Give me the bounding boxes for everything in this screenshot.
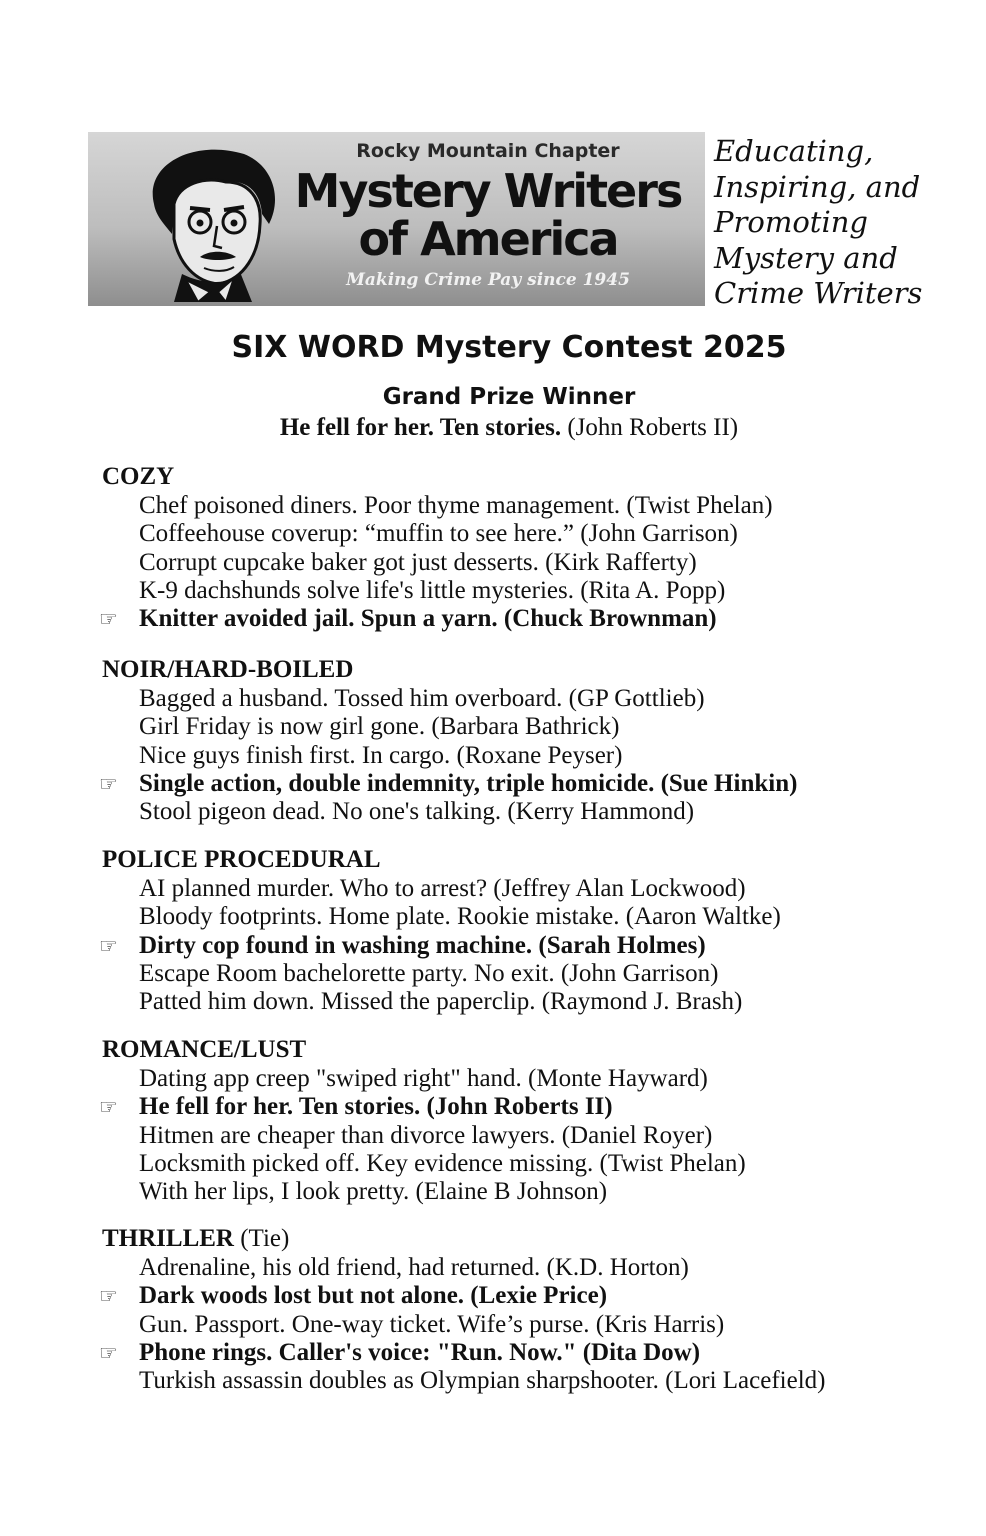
mission-line: Inspiring, and bbox=[714, 169, 921, 204]
grand-prize-text: He fell for her. Ten stories. bbox=[279, 414, 562, 441]
entry-text: Hitmen are cheaper than divorce lawyers. (Daniel Royer) bbox=[139, 1121, 713, 1149]
entry-text: Corrupt cupcake baker got just desserts. (Kirk Rafferty) bbox=[139, 548, 697, 576]
category-name: ROMANCE/LUST bbox=[102, 1036, 307, 1063]
category-name: COZY bbox=[102, 463, 175, 490]
pointing-hand-icon: ☞ bbox=[99, 933, 118, 958]
entry bbox=[102, 742, 962, 770]
entry-text: Gun. Passport. One-way ticket. Wife’s purse. (Kris Harris) bbox=[139, 1310, 725, 1338]
pointing-hand-icon: ☞ bbox=[99, 607, 118, 632]
entry bbox=[102, 1150, 962, 1178]
entry bbox=[102, 1367, 962, 1395]
entry bbox=[102, 875, 962, 903]
pointing-hand-icon: ☞ bbox=[99, 1095, 118, 1120]
category-name: NOIR/HARD-BOILED bbox=[102, 656, 354, 683]
entry-text: Single action, double indemnity, triple homicide. (Sue Hinkin) bbox=[139, 769, 798, 797]
category-name: POLICE PROCEDURAL bbox=[102, 846, 381, 873]
entry-text: Escape Room bachelorette party. No exit. (John Garrison) bbox=[139, 959, 719, 987]
entry-text: Dark woods lost but not alone. (Lexie Price) bbox=[139, 1282, 608, 1310]
winning-entry bbox=[99, 769, 962, 798]
winning-entry bbox=[99, 605, 962, 633]
grand-prize-label: Grand Prize Winner bbox=[382, 384, 636, 410]
entry bbox=[102, 1254, 962, 1282]
winning-entry bbox=[99, 931, 962, 960]
category-section bbox=[99, 1224, 962, 1395]
category-heading bbox=[102, 462, 962, 492]
entry-text: AI planned murder. Who to arrest? (Jeffrey Alan Lockwood) bbox=[139, 875, 746, 902]
category-section bbox=[99, 845, 962, 1016]
entry-text: Girl Friday is now girl gone. (Barbara Bathrick) bbox=[139, 713, 620, 741]
winning-entry bbox=[99, 1282, 962, 1310]
entry-text: Patted him down. Missed the paperclip. (Raymond J. Brash) bbox=[139, 988, 743, 1016]
entry-text: Turkish assassin doubles as Olympian sharpshooter. (Lori Lacefield) bbox=[139, 1367, 826, 1395]
entry-text: Knitter avoided jail. Spun a yarn. (Chuck Brownman) bbox=[139, 605, 717, 633]
entry-text: Chef poisoned diners. Poor thyme management. (Twist Phelan) bbox=[139, 492, 773, 519]
entry bbox=[102, 988, 962, 1016]
category-heading bbox=[102, 655, 962, 685]
entry bbox=[102, 960, 962, 988]
chapter-logo-banner bbox=[88, 132, 705, 306]
entry-text: He fell for her. Ten stories. (John Roberts II) bbox=[139, 1093, 613, 1121]
entry bbox=[102, 549, 962, 577]
entry bbox=[102, 1311, 962, 1339]
grand-prize-entry bbox=[0, 414, 986, 442]
pointing-hand-icon: ☞ bbox=[99, 1284, 118, 1309]
organization-name-line1: Mystery Writers bbox=[294, 164, 682, 218]
chapter-name: Rocky Mountain Chapter bbox=[356, 140, 620, 162]
author-portrait-illustration bbox=[134, 144, 284, 302]
entry-text: Phone rings. Caller's voice: "Run. Now." (Dita Dow) bbox=[139, 1338, 701, 1366]
pointing-hand-icon: ☞ bbox=[99, 1340, 118, 1365]
entry-text: Bloody footprints. Home plate. Rookie mistake. (Aaron Waltke) bbox=[139, 903, 781, 931]
mission-statement bbox=[714, 134, 984, 312]
pointing-hand-icon: ☞ bbox=[99, 771, 118, 796]
organization-tagline: Making Crime Pay since 1945 bbox=[346, 270, 630, 290]
entry bbox=[102, 1122, 962, 1150]
category-section bbox=[99, 1035, 962, 1206]
category-note: (Tie) bbox=[240, 1225, 290, 1252]
entry-text: K-9 dachshunds solve life's little mysteries. (Rita A. Popp) bbox=[139, 576, 726, 604]
winning-entry bbox=[99, 1338, 962, 1367]
entry bbox=[102, 577, 962, 605]
category-name: THRILLER bbox=[102, 1225, 234, 1252]
category-section bbox=[99, 462, 962, 633]
mission-line: Educating, bbox=[714, 134, 874, 168]
contest-title: SIX WORD Mystery Contest 2025 bbox=[231, 330, 787, 365]
mission-line: Promoting bbox=[714, 205, 868, 239]
entry bbox=[102, 1065, 962, 1093]
entry-text: Bagged a husband. Tossed him overboard. (GP Gottlieb) bbox=[139, 685, 705, 712]
mission-line: Crime Writers bbox=[714, 276, 923, 310]
entry bbox=[102, 520, 962, 548]
category-section bbox=[99, 655, 962, 826]
winning-entry bbox=[99, 1093, 962, 1121]
entry-text: With her lips, I look pretty. (Elaine B Johnson) bbox=[139, 1178, 608, 1206]
entry bbox=[102, 798, 962, 826]
grand-prize-author: (John Roberts II) bbox=[567, 414, 739, 441]
entry bbox=[102, 1178, 962, 1206]
entry bbox=[102, 685, 962, 713]
entry-text: Dirty cop found in washing machine. (Sarah Holmes) bbox=[139, 931, 706, 959]
organization-name-line2: of America bbox=[358, 212, 618, 266]
entry-text: Adrenaline, his old friend, had returned. (K.D. Horton) bbox=[139, 1254, 689, 1281]
entry-text: Nice guys finish first. In cargo. (Roxane Peyser) bbox=[139, 741, 623, 769]
category-heading bbox=[102, 1035, 962, 1065]
entry-text: Stool pigeon dead. No one's talking. (Kerry Hammond) bbox=[139, 798, 695, 826]
mission-line: Mystery and bbox=[714, 240, 898, 275]
entry bbox=[102, 903, 962, 931]
entry-text: Locksmith picked off. Key evidence missing. (Twist Phelan) bbox=[139, 1149, 746, 1177]
entry-text: Coffeehouse coverup: “muffin to see here.” (John Garrison) bbox=[139, 520, 738, 548]
entry bbox=[102, 713, 962, 741]
category-heading bbox=[102, 1224, 962, 1254]
entry bbox=[102, 492, 962, 520]
category-heading bbox=[102, 845, 962, 875]
entry-text: Dating app creep "swiped right" hand. (Monte Hayward) bbox=[139, 1065, 708, 1092]
